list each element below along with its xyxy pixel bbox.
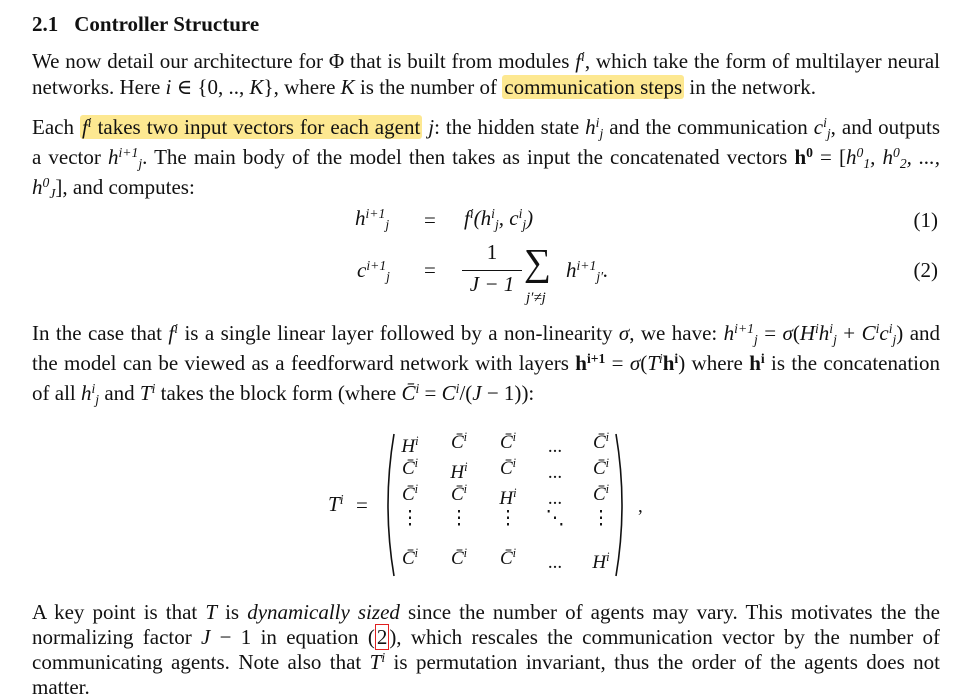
text-span: }, where bbox=[263, 75, 341, 99]
paragraph-architecture: We now detail our architecture for Φ that is built from modules $f^i$, which take the form of multilayer neural networks. Here i ∈ {0, .., K}, where K is the number of communication steps in the network. bbox=[32, 48, 940, 99]
text-span: ], and computes: bbox=[55, 175, 195, 199]
text-span: ): bbox=[521, 381, 535, 405]
text-span: is bbox=[217, 600, 248, 624]
highlight-text: takes two input vectors for each agent bbox=[97, 115, 421, 139]
highlight-communication-steps[interactable]: communication steps bbox=[504, 75, 683, 99]
text-span: We now detail our architecture for Φ that is built from modules bbox=[32, 49, 576, 73]
text-span: where bbox=[685, 351, 750, 375]
highlight-f-takes-inputs[interactable]: $f^i$ takes two input vectors for each agent bbox=[81, 114, 421, 139]
text-span: , and outputs a vector bbox=[32, 115, 941, 169]
text-span: is the number of bbox=[354, 75, 503, 99]
text-span: takes the block form (where bbox=[155, 381, 402, 405]
paragraph-dynamic-size: A key point is that T is dynamically sized since the number of agents may vary. This motivates the the normalizing factor J − 1 in equation (2), which rescales the communication vector by the number of communicating agents. Note also that $T^i$ is permutation invariant, thus the order of the agents does not matter. bbox=[32, 600, 941, 699]
paragraph-inputs: Each $f^i$ takes two input vectors for each agent j: the hidden state $h^i_j$ and the communication $c^i_j$, and outputs a vector $h^{i+1}_j$. The main body of the model then takes as input the concatenated vectors $h^0 = [h^0_1$, $h^0_2$, ..., $h^0_J$], and computes: bbox=[32, 114, 941, 202]
section-number: 2.1 bbox=[32, 12, 59, 36]
text-span: and bbox=[99, 381, 140, 405]
text-span: A key point is that bbox=[32, 600, 206, 624]
text-span: = [ bbox=[812, 145, 846, 169]
text-span: ) and the model can be viewed as a feedforward network with layers bbox=[32, 321, 941, 375]
text-span: is the concatenation of all bbox=[32, 351, 940, 405]
text-span: ∈ {0, .., bbox=[171, 75, 250, 99]
text-span: In the case that bbox=[32, 321, 169, 345]
fraction-numerator: 1 bbox=[486, 240, 498, 264]
fraction-denominator: J − 1 bbox=[469, 272, 515, 296]
text-span: . The main body of the model then takes as input the concatenated vectors bbox=[142, 145, 795, 169]
text-span: is permutation invariant, thus the order of the agents does not matter. bbox=[32, 650, 941, 699]
text-span: and the communication bbox=[603, 115, 814, 139]
text-span: , we have: bbox=[629, 321, 724, 345]
matrix-lhs: $T^i$ bbox=[328, 491, 344, 516]
sum-symbol: ∑ bbox=[524, 242, 552, 284]
equation-number: (2) bbox=[913, 258, 938, 282]
text-span: , which take the form of multilayer neural networks. Here bbox=[32, 49, 940, 99]
text-span: in the network. bbox=[684, 75, 816, 99]
equation-number: (1) bbox=[913, 208, 938, 232]
text-span: since the number of agents may vary. This motivates the the normalizing factor bbox=[32, 600, 940, 649]
text-span: : the hidden state bbox=[434, 115, 586, 139]
section-title: Controller Structure bbox=[74, 12, 260, 36]
text-span: Each bbox=[32, 115, 80, 139]
sum-subscript: j′≠j bbox=[526, 290, 546, 306]
text-span: ), which rescales the communication vector by the number of communicating agents. Note also that bbox=[32, 625, 941, 674]
section-heading bbox=[32, 12, 259, 37]
emphasis-dynamically-sized: dynamically sized bbox=[247, 600, 400, 624]
text-span: in equation ( bbox=[251, 625, 375, 649]
text-span: is a single linear layer followed by a non-linearity bbox=[178, 321, 619, 345]
equation-ref-link[interactable]: 2 bbox=[376, 625, 388, 649]
paragraph-linear-case: In the case that $f^i$ is a single linear layer followed by a non-linearity σ, we have: $h^{i+1}_j = \sigma(H^ih^i_j + C^ic^i_j)$ and the model can be viewed as a feedforward network with layers $h^{i+1} = \sigma(T^ih^i)$ where $h^i$ is the concatenation of all $h^i_j$ and $T^i$ takes the block form (where C̄$^i$ = $C^i/(J - 1)$): bbox=[32, 320, 941, 408]
